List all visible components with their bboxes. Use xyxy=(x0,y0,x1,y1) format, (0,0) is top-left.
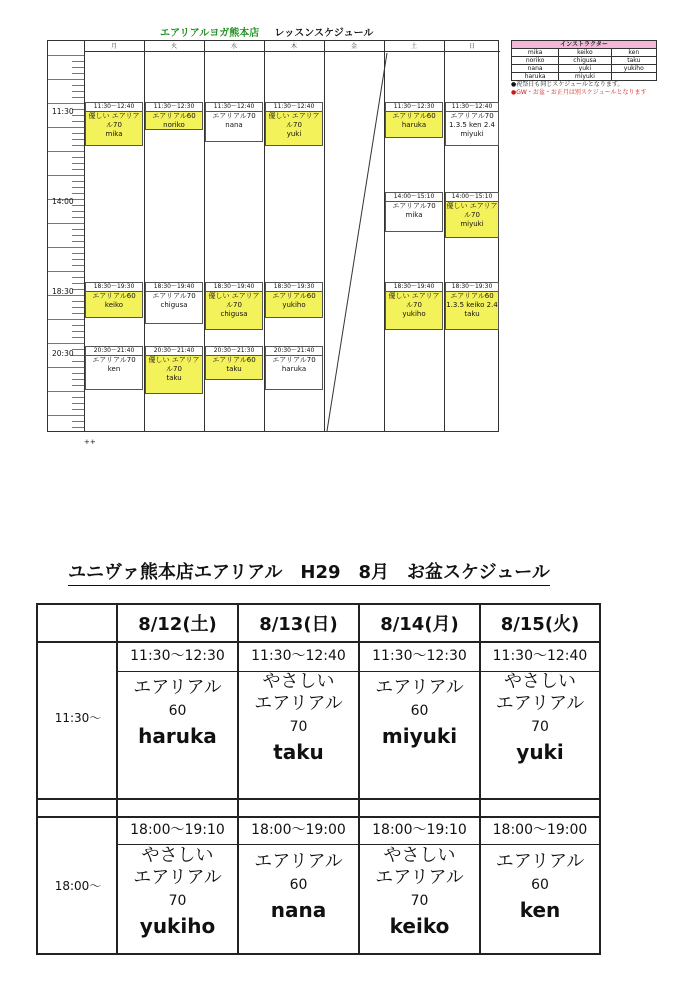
row-divider xyxy=(38,641,599,643)
ruler-tick xyxy=(48,127,84,128)
obon-lesson-cell xyxy=(239,821,358,923)
lesson-instructor: nana xyxy=(270,898,327,922)
ruler-tick xyxy=(48,343,84,344)
ruler-tick xyxy=(72,133,84,134)
lesson-duration: 60 xyxy=(168,703,187,719)
lesson-class: エアリアル60 xyxy=(152,112,196,120)
lesson-name: エアリアル xyxy=(375,867,464,888)
obon-lesson-cell xyxy=(360,821,479,939)
lesson-name-prefix: やさしい xyxy=(383,845,456,866)
lesson-cell xyxy=(145,102,203,130)
lesson-instructor: keiko xyxy=(104,301,124,309)
instructor-name: mika xyxy=(512,49,559,57)
lesson-cell xyxy=(85,102,143,146)
lesson-duration: 60 xyxy=(410,703,429,719)
schedule-title xyxy=(160,24,430,39)
ruler-tick xyxy=(72,283,84,284)
ruler-tick xyxy=(48,175,84,176)
lesson-class: エアリアル60 xyxy=(272,292,316,300)
lesson-time: 18:30〜19:40 xyxy=(146,283,202,292)
lesson-name-prefix: やさしい xyxy=(504,671,576,692)
lesson-time: 14:00〜15:10 xyxy=(446,193,498,202)
time-label-1830: 18:30 xyxy=(52,287,74,296)
ruler-tick xyxy=(48,247,84,248)
lesson-instructor: yuki xyxy=(516,740,564,764)
lesson-cell xyxy=(445,282,499,330)
lesson-time: 11:30〜12:30 xyxy=(146,103,202,112)
lesson-class: エアリアル70 xyxy=(392,202,436,210)
time-label-2030: 20:30 xyxy=(52,349,74,358)
lesson-cell xyxy=(385,102,443,138)
lesson-class: 優しい エアリアル70 xyxy=(88,112,140,129)
lesson-cell xyxy=(385,192,443,232)
lesson-cell xyxy=(85,346,143,390)
lesson-class: 優しい エアリアル70 xyxy=(268,112,320,129)
ruler-tick xyxy=(72,121,84,122)
ruler-tick xyxy=(72,331,84,332)
lesson-instructor: miyuki xyxy=(460,220,484,228)
lesson-class: エアリアル70 xyxy=(272,356,316,364)
instructor-name: keiko xyxy=(559,49,611,57)
ruler-tick xyxy=(72,67,84,68)
instructor-list xyxy=(511,40,657,97)
obon-lesson-cell xyxy=(481,647,599,765)
lesson-cell xyxy=(385,282,443,330)
lesson-cell xyxy=(265,102,323,146)
lesson-time: 11:30〜12:40 xyxy=(492,648,588,664)
time-label-1130: 11:30 xyxy=(52,107,74,116)
lesson-time: 18:30〜19:30 xyxy=(266,283,322,292)
day-header-mon: 月 xyxy=(84,41,144,52)
ruler-tick xyxy=(72,307,84,308)
lesson-instructor: yukiho xyxy=(402,310,426,318)
day-header-fri: 金 xyxy=(324,41,384,52)
lesson-instructor: taku xyxy=(166,374,182,382)
instructor-name xyxy=(611,73,656,81)
closed-diagonal-line xyxy=(325,51,389,433)
lesson-name-prefix: やさしい xyxy=(262,671,335,692)
lesson-instructor: haruka xyxy=(281,365,307,373)
ruler-tick xyxy=(72,313,84,314)
lesson-cell xyxy=(145,346,203,394)
day-header-tue: 火 xyxy=(144,41,204,52)
lesson-instructor: 1.3.5 ken 2.4 miyuki xyxy=(449,121,495,138)
lesson-instructor: taku xyxy=(226,365,242,373)
lesson-class: 優しい エアリアル70 xyxy=(148,356,200,373)
lesson-instructor: haruka xyxy=(401,121,427,129)
studio-title: エアリアルヨガ熊本店 xyxy=(160,28,260,39)
lesson-time: 18:00〜19:10 xyxy=(130,822,225,838)
schedule-label: レッスンスケジュール xyxy=(274,28,374,39)
lesson-time: 11:30〜12:40 xyxy=(266,103,322,112)
lesson-name: エアリアル xyxy=(133,867,222,888)
ruler-tick xyxy=(72,169,84,170)
ruler-tick xyxy=(48,319,84,320)
ruler-tick xyxy=(72,259,84,260)
lesson-class: 優しい エアリアル70 xyxy=(208,292,260,309)
lesson-class: 優しい エアリアル70 xyxy=(388,292,440,309)
lesson-duration: 70 xyxy=(289,719,308,735)
lesson-name: エアリアル xyxy=(133,677,222,698)
instructor-name: haruka xyxy=(512,73,559,81)
lesson-time: 11:30〜12:40 xyxy=(446,103,498,112)
ruler-tick xyxy=(72,277,84,278)
obon-lesson-cell xyxy=(481,821,599,923)
holiday-note: ●祝祭日も同じスケジュールとなります。 xyxy=(511,81,624,88)
ruler-tick xyxy=(72,211,84,212)
lesson-instructor: mika xyxy=(105,130,123,138)
ruler-tick xyxy=(72,163,84,164)
date-header: 8/14(月) xyxy=(380,614,459,635)
lesson-instructor: yukiho xyxy=(282,301,306,309)
lesson-cell xyxy=(445,192,499,238)
ruler-tick xyxy=(72,187,84,188)
day-header-sun: 日 xyxy=(444,41,500,52)
lesson-time: 11:30〜12:30 xyxy=(386,103,442,112)
lesson-instructor: 1.3.5 keiko 2.4 taku xyxy=(446,301,498,318)
instructor-name: taku xyxy=(611,57,656,65)
obon-lesson-cell xyxy=(118,821,237,939)
ruler-tick xyxy=(48,223,84,224)
ruler-tick xyxy=(72,139,84,140)
lesson-cell xyxy=(445,102,499,146)
ruler-tick xyxy=(72,193,84,194)
lesson-name: エアリアル xyxy=(254,693,343,714)
instructor-name: miyuki xyxy=(559,73,611,81)
lesson-time: 18:30〜19:40 xyxy=(206,283,262,292)
lesson-time: 20:30〜21:40 xyxy=(266,347,322,356)
obon-schedule-table xyxy=(36,603,601,955)
obon-lesson-cell xyxy=(118,647,237,749)
instructor-name: chigusa xyxy=(559,57,611,65)
ruler-tick xyxy=(72,397,84,398)
lesson-duration: 70 xyxy=(531,719,549,735)
ruler-tick xyxy=(48,415,84,416)
ruler-tick xyxy=(48,391,84,392)
lesson-time: 11:30〜12:40 xyxy=(251,648,346,664)
ruler-tick xyxy=(72,325,84,326)
obon-lesson-cell xyxy=(239,647,358,765)
obon-schedule-title: ユニヴァ熊本店エアリアル H29 8月 お盆スケジュール xyxy=(68,558,550,586)
ruler-tick xyxy=(72,403,84,404)
lesson-duration: 70 xyxy=(168,893,187,909)
lesson-time: 11:30〜12:40 xyxy=(86,103,142,112)
ruler-tick xyxy=(48,367,84,368)
ruler-tick xyxy=(72,421,84,422)
instructor-heading: インストラクター xyxy=(512,41,657,49)
weekly-schedule-grid xyxy=(47,40,499,432)
instructor-name: yuki xyxy=(559,65,611,73)
lesson-name: エアリアル xyxy=(375,677,464,698)
lesson-cell xyxy=(265,282,323,318)
lesson-cell xyxy=(265,346,323,390)
ruler-tick xyxy=(72,361,84,362)
lesson-name: エアリアル xyxy=(495,851,585,872)
ruler-tick xyxy=(72,241,84,242)
lesson-time: 20:30〜21:40 xyxy=(86,347,142,356)
row-label-evening: 18:00〜 xyxy=(54,879,102,893)
row-divider xyxy=(38,798,599,800)
row-divider xyxy=(38,816,599,818)
ruler-tick xyxy=(72,253,84,254)
date-header: 8/12(土) xyxy=(138,614,217,635)
lesson-duration: 60 xyxy=(289,877,308,893)
lesson-cell xyxy=(205,282,263,330)
lesson-instructor: ken xyxy=(107,365,121,373)
lesson-cell xyxy=(205,346,263,380)
lesson-instructor: mika xyxy=(405,211,423,219)
lesson-instructor: miyuki xyxy=(381,724,458,748)
date-header: 8/13(日) xyxy=(259,614,338,635)
instructor-table xyxy=(511,40,657,81)
lesson-instructor: yuki xyxy=(286,130,302,138)
lesson-time: 20:30〜21:40 xyxy=(146,347,202,356)
lesson-class: エアリアル60 xyxy=(212,356,256,364)
obon-lesson-cell xyxy=(360,647,479,749)
lesson-duration: 70 xyxy=(410,893,429,909)
lesson-instructor: nana xyxy=(225,121,243,129)
lesson-time: 18:30〜19:40 xyxy=(386,283,442,292)
lesson-instructor: haruka xyxy=(138,724,217,748)
ruler-tick xyxy=(72,265,84,266)
lesson-class: エアリアル60 xyxy=(392,112,436,120)
ruler-tick xyxy=(48,103,84,104)
ruler-tick xyxy=(72,97,84,98)
ruler-tick xyxy=(72,229,84,230)
ruler-tick xyxy=(72,427,84,428)
instructor-name: noriko xyxy=(512,57,559,65)
ruler-tick xyxy=(72,301,84,302)
ruler-tick xyxy=(72,85,84,86)
lesson-name: エアリアル xyxy=(254,851,343,872)
lesson-instructor: yukiho xyxy=(139,914,216,938)
ruler-tick xyxy=(72,73,84,74)
lesson-time: 11:30〜12:40 xyxy=(206,103,262,112)
lesson-class: エアリアル60 xyxy=(450,292,494,300)
instructor-name: nana xyxy=(512,65,559,73)
day-header-thu: 木 xyxy=(264,41,324,52)
row-label-morning: 11:30〜 xyxy=(54,711,102,725)
lesson-cell xyxy=(85,282,143,318)
ruler-tick xyxy=(72,61,84,62)
ruler-tick xyxy=(72,235,84,236)
time-label-1400: 14:00 xyxy=(52,197,74,206)
lesson-time: 18:00〜19:00 xyxy=(492,822,588,838)
lesson-time: 18:30〜19:30 xyxy=(446,283,498,292)
lesson-instructor: chigusa xyxy=(160,301,188,309)
ruler-tick xyxy=(48,79,84,80)
lesson-class: エアリアル70 xyxy=(92,356,136,364)
ruler-tick xyxy=(48,271,84,272)
ruler-tick xyxy=(72,145,84,146)
lesson-name: エアリアル xyxy=(495,693,585,714)
ruler-tick xyxy=(72,385,84,386)
ruler-tick xyxy=(72,337,84,338)
day-header-wed: 水 xyxy=(204,41,264,52)
ruler-tick xyxy=(48,55,84,56)
ruler-tick xyxy=(72,181,84,182)
ruler-tick xyxy=(72,409,84,410)
lesson-name-prefix: やさしい xyxy=(141,845,214,866)
ruler-tick xyxy=(72,373,84,374)
lesson-time: 18:30〜19:30 xyxy=(86,283,142,292)
ruler-tick xyxy=(72,379,84,380)
lesson-time: 18:00〜19:10 xyxy=(372,822,467,838)
lesson-class: エアリアル70 xyxy=(152,292,196,300)
ruler-tick xyxy=(72,157,84,158)
instructor-name: ken xyxy=(611,49,656,57)
lesson-class: エアリアル70 xyxy=(212,112,256,120)
lesson-time: 11:30〜12:30 xyxy=(130,648,225,664)
lesson-instructor: keiko xyxy=(389,914,450,938)
lesson-time: 11:30〜12:30 xyxy=(372,648,467,664)
lesson-class: エアリアル60 xyxy=(92,292,136,300)
instructor-name: yukiho xyxy=(611,65,656,73)
ruler-tick xyxy=(72,91,84,92)
lesson-time: 20:30〜21:30 xyxy=(206,347,262,356)
lesson-class: 優しい エアリアル70 xyxy=(446,202,498,219)
special-schedule-note: ●GW・お盆・お正月は別スケジュールとなります xyxy=(511,89,647,96)
day-header-sat: 土 xyxy=(384,41,444,52)
ruler-tick xyxy=(48,151,84,152)
lesson-instructor: chigusa xyxy=(220,310,248,318)
page-mark: ++ xyxy=(84,438,96,446)
lesson-time: 14:00〜15:10 xyxy=(386,193,442,202)
lesson-duration: 60 xyxy=(531,877,549,893)
lesson-instructor: noriko xyxy=(163,121,185,129)
lesson-instructor: ken xyxy=(519,898,561,922)
lesson-cell xyxy=(205,102,263,142)
date-header: 8/15(火) xyxy=(500,614,580,635)
lesson-instructor: taku xyxy=(273,740,324,764)
lesson-cell xyxy=(145,282,203,324)
lesson-class: エアリアル70 xyxy=(450,112,494,120)
lesson-time: 18:00〜19:00 xyxy=(251,822,346,838)
ruler-tick xyxy=(72,217,84,218)
